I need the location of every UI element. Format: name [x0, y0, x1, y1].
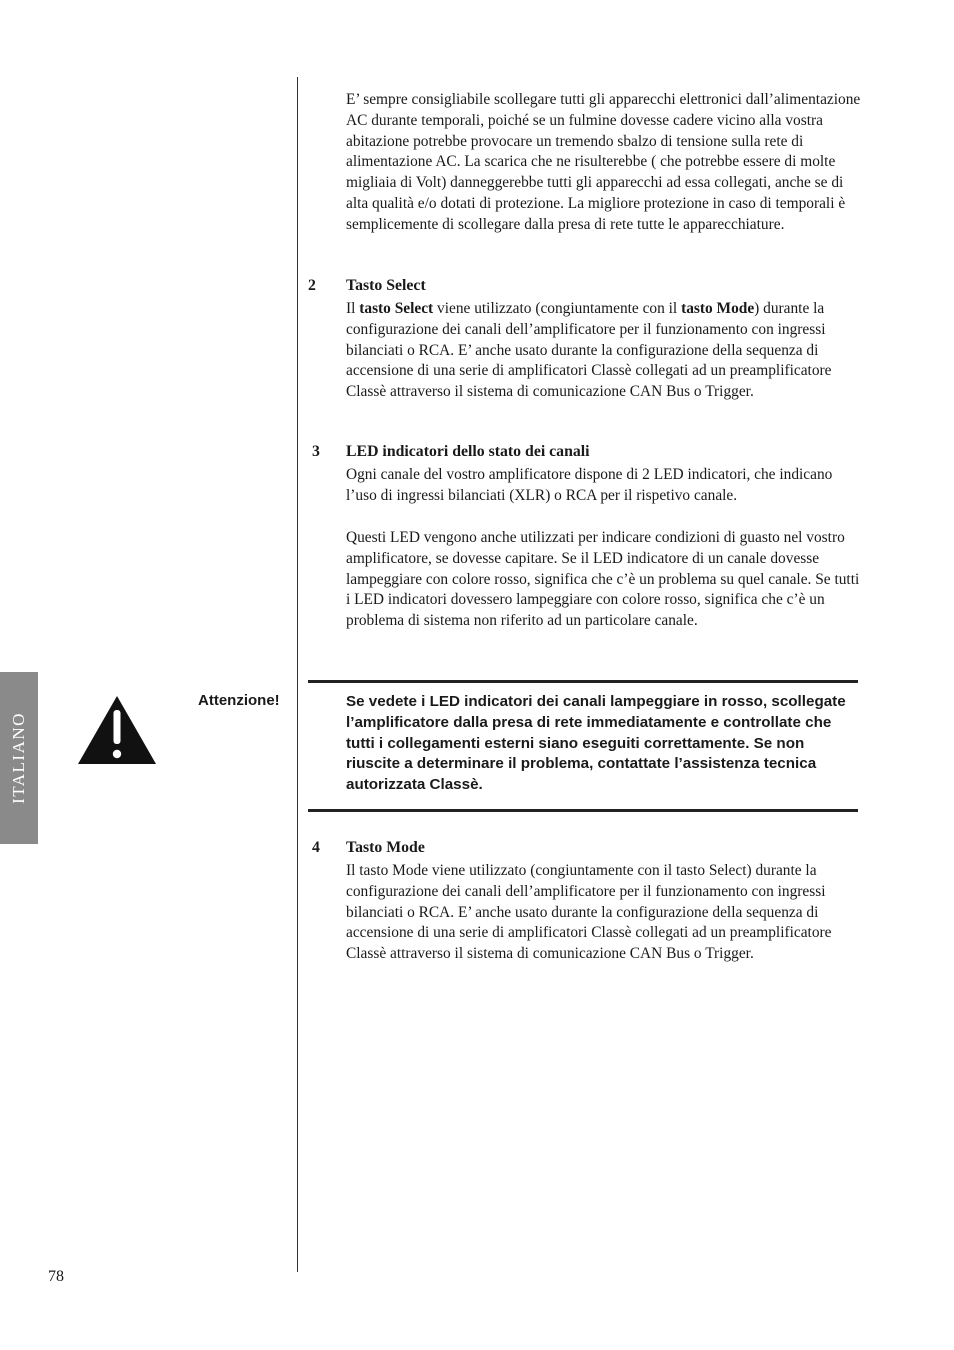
section-2-text-c: ) durante la configurazione dei canali dell’amplificatore per il funzionamento con ingressi bilanciati o RCA. E’ anche usato durante la configurazione della sequenza di accensione di una serie di amplificatori Classè collegati ad un preamplificatore Classè attraverso il sistema di comunicazione CAN Bus o Trigger.: [346, 300, 832, 401]
section-3-paragraph-2: Questi LED vengono anche utilizzati per indicare condizioni di guasto nel vostro amplificatore, se dovesse capitare. Se il LED indicatore di un canale dovesse lampeggiare con colore rosso, significa che c’è un problema su quel canale. Se tutti i LED indicatori dovessero lampeggiare con colore rosso, significa che c’è un problema di sistema non riferito ad un particolare canale.: [346, 529, 860, 630]
column-divider: [297, 77, 298, 1272]
warning-text: Se vedete i LED indicatori dei canali lampeggiare in rosso, scollegate l’amplificatore dalla presa di rete immediatamente e controllate che tutti i collegamenti esterni siano eseguiti correttamente. Se non riuscite a determinare il problema, contattate l’assistenza tecnica autorizzata Classè.: [346, 693, 846, 794]
section-2-number: 2: [308, 277, 316, 294]
section-2-text-b: viene utilizzato (congiuntamente con il: [433, 300, 682, 317]
section-4-body: Il tasto Mode viene utilizzato (congiuntamente con il tasto Select) durante la configurazione dei canali dell’amplificatore per il funzionamento con ingressi bilanciati o RCA. E’ anche usato durante la configurazione della sequenza di accensione di una serie di amplificatori Classè collegati ad un preamplificatore Classè attraverso il sistema di comunicazione CAN Bus o Trigger.: [346, 862, 832, 963]
section-3-number: 3: [312, 443, 320, 460]
section-2-title: Tasto Select: [346, 277, 426, 294]
language-tab-label: ITALIANO: [9, 712, 28, 804]
warning-top-rule: [308, 680, 858, 683]
section-2-bold-select: tasto Select: [359, 300, 434, 317]
language-tab: [0, 672, 38, 844]
section-3-paragraph-1: Ogni canale del vostro amplificatore dispone di 2 LED indicatori, che indicano l’uso di ingressi bilanciati (XLR) o RCA per il rispetivo canale.: [346, 466, 833, 504]
warning-label: Attenzione!: [198, 692, 280, 709]
warning-bottom-rule: [308, 809, 858, 812]
section-3-title: LED indicatori dello stato dei canali: [346, 443, 590, 460]
section-2-body: [346, 299, 861, 403]
page-number: 78: [48, 1268, 64, 1285]
warning-triangle-icon: [76, 694, 158, 766]
section-2-text-a: Il: [346, 300, 360, 317]
section-2-bold-mode: tasto Mode: [681, 300, 755, 317]
section-4-number: 4: [312, 839, 320, 856]
intro-paragraph: E’ sempre consigliabile scollegare tutti gli apparecchi elettronici dall’alimentazione AC durante temporali, poiché se un fulmine dovesse cadere vicino alla vostra abitazione potrebbe provocare un tremendo sbalzo di tensione sulla rete di alimentazione AC. La scarica che ne risulterebbe ( che potrebbe essere di molte migliaia di Volt) danneggerebbe tutti gli apparecchi ad essa collegati, anche se di alta qualità e/o dotati di protezione. La migliore protezione in caso di temporali è semplicemente di scollegare dalla presa di rete tutte le apparecchiature.: [346, 91, 861, 233]
section-4-title: Tasto Mode: [346, 839, 425, 856]
